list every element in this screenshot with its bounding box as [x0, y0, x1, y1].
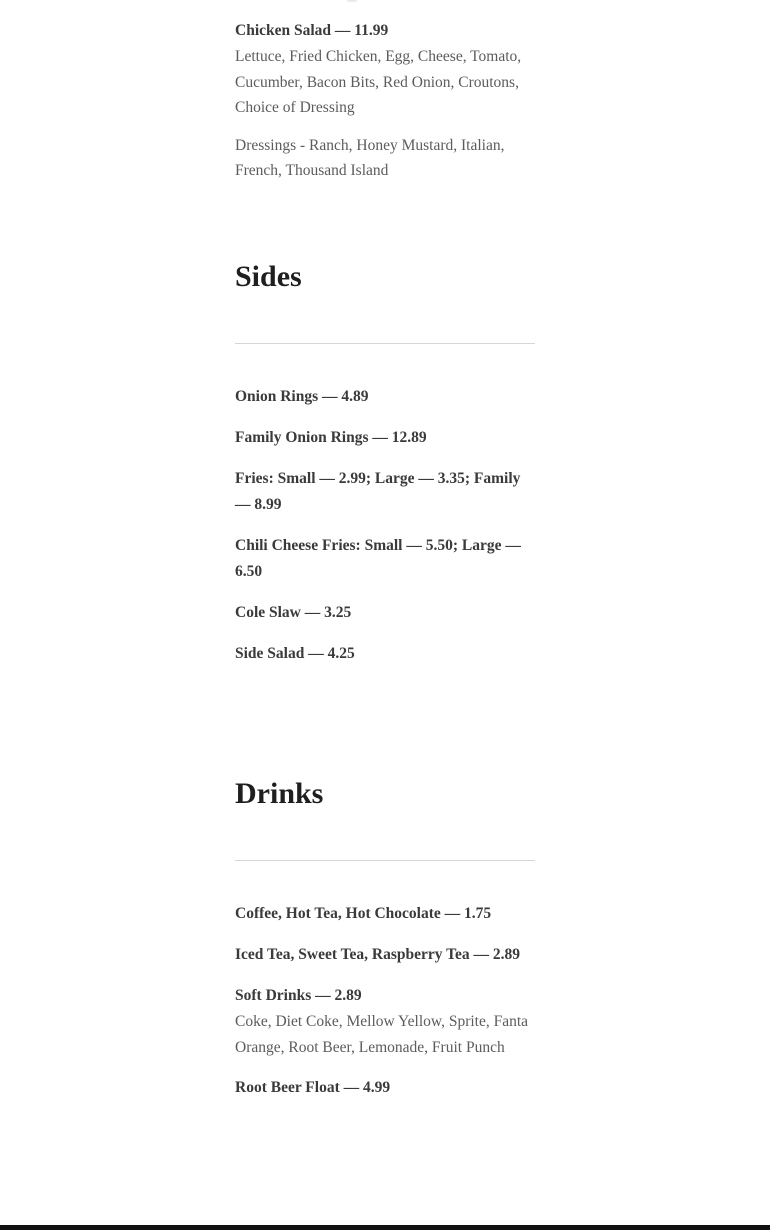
menu-item-title: Onion Rings — 4.89: [235, 388, 369, 405]
menu-item-chicken-salad: [235, 18, 535, 121]
menu-item-hot-drinks: [235, 901, 535, 927]
section-heading-sides: Sides: [235, 260, 302, 293]
menu-item-title: Fries: Small — 2.99; Large — 3.35; Family — 8.99: [235, 470, 521, 513]
menu-item-onion-rings: [235, 384, 535, 410]
section-heading-drinks: Drinks: [235, 777, 324, 810]
menu-item-title: Soft Drinks — 2.89: [235, 987, 362, 1004]
menu-item-cole-slaw: [235, 600, 535, 626]
menu-item-title: Chicken Salad — 11.99: [235, 22, 389, 39]
menu-item-family-onion-rings: [235, 425, 535, 451]
salads-section: [235, 18, 535, 184]
menu-item-title: Cole Slaw — 3.25: [235, 604, 352, 621]
footer-bar: [0, 1225, 770, 1230]
decorative-dot: [346, 0, 358, 2]
menu-item-fries: [235, 466, 535, 518]
menu-item-title: Family Onion Rings — 12.89: [235, 429, 427, 446]
menu-item-chili-cheese-fries: [235, 533, 535, 585]
menu-item-title: Root Beer Float — 4.99: [235, 1079, 391, 1096]
sides-list: [235, 384, 535, 682]
section-divider-sides: [235, 343, 535, 344]
dressings-note: Dressings - Ranch, Honey Mustard, Italian, French, Thousand Island: [235, 136, 505, 179]
drinks-list: [235, 901, 535, 1116]
menu-item-description: Lettuce, Fried Chicken, Egg, Cheese, Tomato, Cucumber, Bacon Bits, Red Onion, Croutons, Choice of Dressing: [235, 48, 522, 116]
menu-item-description: Coke, Diet Coke, Mellow Yellow, Sprite, Fanta Orange, Root Beer, Lemonade, Fruit Punch: [235, 1013, 529, 1056]
menu-item-soft-drinks: [235, 983, 535, 1060]
menu-item-title: Iced Tea, Sweet Tea, Raspberry Tea — 2.89: [235, 946, 521, 963]
section-divider-drinks: [235, 860, 535, 861]
menu-item-title: Side Salad — 4.25: [235, 645, 355, 662]
menu-item-side-salad: [235, 641, 535, 667]
menu-item-title: Chili Cheese Fries: Small — 5.50; Large — 6.50: [235, 537, 521, 580]
menu-item-iced-tea: [235, 942, 535, 968]
menu-item-title: Coffee, Hot Tea, Hot Chocolate — 1.75: [235, 905, 492, 922]
menu-item-root-beer-float: [235, 1075, 535, 1101]
